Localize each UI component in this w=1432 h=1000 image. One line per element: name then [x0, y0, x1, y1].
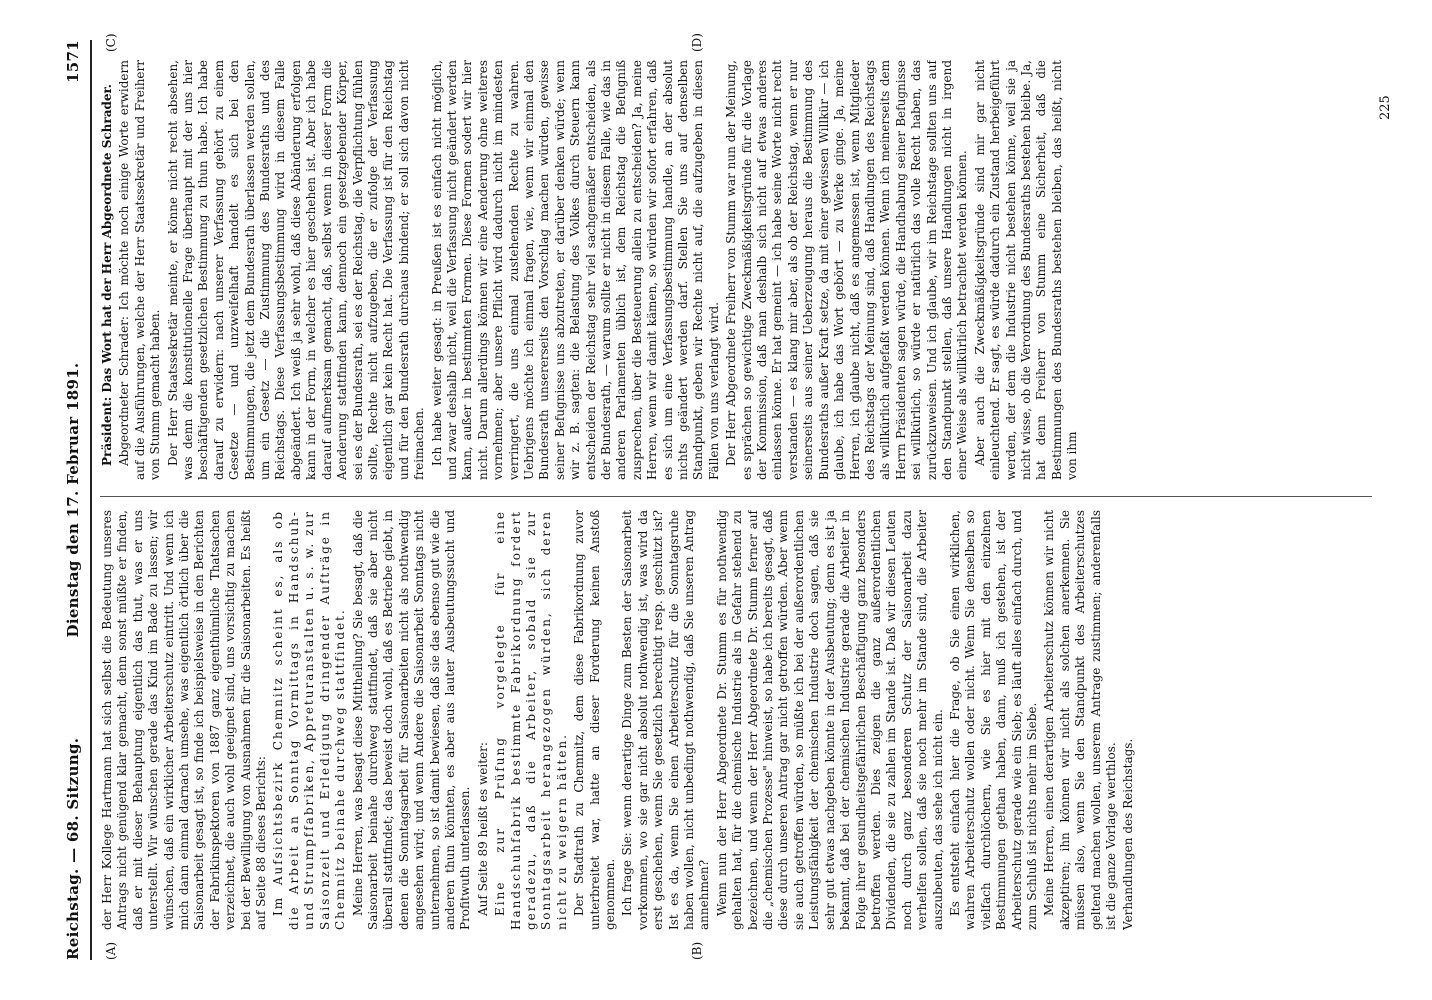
- quotation: Eine zur Prüfung vorgelegte für eine Handschuhfabrik bestimmte Fabrikordnung fordert geradezu, daß die Arbeiter, sobald sie zur Sonntagsarbeit herangezogen würden, sich deren nicht zu weigern hätten.: [493, 510, 569, 930]
- signature-number: 225: [1378, 95, 1393, 120]
- column-divider: [100, 496, 1372, 497]
- paragraph: Ich habe weiter gesagt: in Preußen ist es einfach nicht möglich, und zwar deshalb nicht, weil die Verfassung nicht geändert werden kann, außer in bestimmten Formen. Diese Formen sodert wir hier nicht. Darum allerdings können wir eine Aenderung ohne weiteres vornehmen; aber unsere Pflicht wird dadurch nicht im mindesten verringert, die uns einmal zustehenden Rechte zu wahren. Uebrigens möchte ich einmal fragen, wie, wenn wir einmal den Bundesrath unsererseits den Vorschlag machen würden, gewisse seiner Befugnisse uns abzutreten, er darüber denken würde; wenn wir z. B. sagten: die Belastung des Volkes durch Steuern kann entscheiden der Reichstag sehr viel sachgemäßer entscheiden, als der Bundesrath, — warum sollte er nicht in diesem Falle, wie das in anderen Parlamenten üblich ist, dem Reichstag die Befugniß zusprechen, über die Besteuerung allein zu entscheiden? Ja, meine Herren, wenn wir damit kämen, so würden wir sofort erfahren, daß es sich um eine Verfassungsbestimmung handle, an der absolut nichts geändert werden darf. Stellen Sie uns auf denselben Standpunkt, geben wir Rechte nicht auf, die aufzugeben in diesen Fällen von uns verlangt wird.: [429, 60, 721, 480]
- header-date: Dienstag den 17. Februar 1891.: [64, 362, 82, 638]
- paragraph: Meine Herren, was besagt diese Mittheilung? Sie besagt, daß die Saisonarbeit beinahe durchweg stattfindet, daß sie aber nicht überall stattfindet; das beweist doch wohl, daß es Betriebe giebt, in denen die Sonntagsarbeit für Saisonarbeiten nicht als nothwendig angesehen wird; und wenn Andere die Saisonarbeit Sonntags nicht unternehmen, so ist damit bewiesen, daß sie das ebenso gut wie die anderen thun könnten, es aber aus lauter Ausbeutungssucht und Profitwuth unterlassen.: [350, 510, 473, 930]
- digitization-credit: [1405, 30, 1429, 590]
- margin-marker-b: (B): [690, 941, 704, 960]
- header-page-number: 1571: [64, 40, 82, 83]
- quotation: Im Aufsichtsbezirk Chemnitz scheint es, als ob die Arbeit an Sonntag Vormittags in Handschuh- und Strumpffabriken, Appreturanstalten u. s. w. zur Saisonzeit und Erledigung dringender Aufträge in Chemnitz beinahe durchweg stattfindet.: [271, 510, 348, 930]
- paragraph: Der Herr Abgeordnete Freiherr von Stumm war nun der Meinung, es sprächen so gewichtige Zweckmäßigkeitsgründe für die Vorlage der Kommission, daß man deshalb sich nicht auf etwas anderes einlassen könne. Er hat gemeint — ich habe seine Worte nicht recht verstanden — es klang mir aber, als ob der Reichstag, wenn er nur seinerseits aus seiner Ueberzeugung heraus die Bestimmung des Bundesraths außer Kraft setze, da mit einer gewissen Willkür — ich glaube, ich habe das Wort gebört — zu Werke ginge. Ja, meine Herren, ich glaube nicht, daß es angemessen ist, wenn Mitglieder des Reichstags der Meinung sind, daß Handlungen des Reichstags als willkürlich aufgefaßt werden können. Wenn ich meinerseits dem Herrn Präsidenten sagen würde, die Handhabung seiner Befugnisse sei willkürlich, so würde er natürlich das volle Recht haben, das zurückzuweisen. Und ich glaube, wir im Reichstage sollten uns auf den Standpunkt stellen, daß unsere Handlungen nicht in irgend einer Weise als willkürlich betrachtet werden können.: [724, 60, 970, 480]
- paragraph: Der Herr Staatssekretär meinte, er könne nicht recht absehen, was denn die konstitutionelle Frage überhaupt mit der uns hier beschäftigenden gesetzlichen Bestimmung zu thun habe. Ich habe darauf zu erwidern: nach unserer Verfassung gehört zu einem Gesetze — und unzweifelhaft handelt es sich bei den Bestimmungen, die jetzt dem Bundesrath überlassen werden sollen, um ein Gesetz — die Zustimmung des Bundesraths und des Reichstags. Diese Verfassungsbestimmung wird in diesem Falle abgeändert. Ich weiß ja sehr wohl, daß diese Abänderung erfolgen kann in der Form, in welcher es hier geschehen ist. Aber ich habe darauf aufmerksam gemacht, daß, selbst wenn in dieser Form die Aenderung stattfinden kann, dennoch ein gesetzgebender Körper, sei es der Bundesrath, sei es der Reichstag, die Verpflichtung fühlen sollte, Rechte nicht aufzugeben, die er zufolge der Verfassung eigentlich gar kein Recht hat. Die Verfassung ist für den Reichstag und für den Bundesrath durchaus bindend; er soll sich davon nicht freimachen.: [165, 60, 427, 480]
- margin-marker-d: (D): [690, 33, 704, 52]
- paragraph: Wenn nun der Herr Abgeordnete Dr. Stumm es für nothwendig gehalten hat, für die chemische Industrie als in Gefahr stehend zu bezeichnen, und wenn der Herr Abgeordnete Dr. Stumm ferner auf die „chemischen Prozesse" hinweist, so habe ich bereits gesagt, daß diese durch unseren Antrag gar nicht getroffen würden. Aber wenn sie auch getroffen würden, so müßte ich bei der außerordentlichen Leistungsfähigkeit der chemischen Industrie doch sagen, daß sie sehr gut etwas nachgeben könnte in der Ausbeutung; denn es ist ja bekannt, daß bei der chemischen Industrie gerade die Arbeiter in Folge ihrer gesundheitsgefährlichen Beschäftigung ganz besonders betroffen werden. Dies zeigen die ganz außerordentlichen Dividenden, die sie zu zahlen im Stande ist. Daß wir diesen Leuten noch durch ganz besonderen Schutz der Saisonarbeit dazu verhelfen sollen, daß sie noch mehr im Stande sind, die Arbeiter auszubeuten, das sehe ich nicht ein.: [714, 510, 945, 930]
- paragraph: Aber auch die Zweckmäßigkeitsgründe sind mir gar nicht einleuchtend. Er sagt, es würde dadurch ein Zustand herbeigeführt werden, der dem die Industrie nicht bestehen könne, weil sie ja nicht wisse, ob die Verordnung des Bundesraths bestehen bleibe. Ja, hat denn Freiherr von Stumm eine Sicherheit, daß die Bestimmungen des Bundesraths bestehen bleiben, das heißt, nicht von ihm: [972, 60, 1080, 480]
- header-session: Reichstag. — 68. Sitzung.: [64, 737, 82, 960]
- speaker-paragraph: Präsident: Das Wort hat der Herr Abgeordnete Schrader.: [100, 84, 114, 466]
- paragraph: der Herr Kollege Hartmann hat sich selbst die Bedeutung unseres Antrags nicht genügend klar gemacht, denn sonst müßte er finden, daß er mit dieser Behauptung eigentlich das thut, was er uns unterstellt. Wir wünschen gerade das Kind im Bade zu lassen; wir wünschen, daß ein wirklicher Arbeiterschutz eintritt. Und wenn ich mich dann einmal darnach umsehe, was eigentlich örtlich über die Saisonarbeit gesagt ist, so finde ich beispielsweise in den Berichten der Fabrikinspektoren von 1887 ganz eigenthümliche Thatsachen verzeichnet, die auch wohl geeignet sind, uns vorsichtig zu machen bei der Bewilligung von Ausnahmen für die Saisonarbeiten. Es heißt auf Seite 88 dieses Berichts:: [100, 510, 269, 930]
- right-column: [100, 60, 1372, 480]
- margin-marker-a: (A): [104, 941, 118, 960]
- footer-note: Verhandlungen des Reichstags.: [1121, 738, 1136, 930]
- left-column: [100, 510, 1372, 930]
- paragraph: Es entsteht einfach hier die Frage, ob Sie einen wirklichen, wahren Arbeiterschutz wollen oder nicht. Wenn Sie denselben so vielfach durchlöchern, wie Sie es hier mit den einzelnen Bestimmungen gethan haben, dann, muß ich gestehen, ist der Arbeiterschutz gerade wie ein Sieb; es läuft alles einfach durch, und zum Schluß ist nichts mehr im Siebe.: [947, 510, 1039, 930]
- paragraph: Meine Herren, einen derartigen Arbeiterschutz können wir nicht akzeptiren; ihn können wir nicht als solchen anerkennen. Sie müssen also, wenn Sie den Standpunkt des Arbeiterschutzes geltend machen wollen, unserem Antrage zustimmen; anderenfalls ist die ganze Vorlage werthlos.: [1042, 510, 1118, 930]
- page-header: [60, 40, 86, 960]
- header-rule: [90, 40, 92, 960]
- paragraph: Auf Seite 89 heißt es weiter:: [475, 742, 490, 916]
- paragraph: Ich frage Sie: wenn derartige Dinge zum Besten der Saisonarbeit vorkommen, wo sie gar nicht absolut nothwendig ist, was wird da erst geschehen, wenn Sie gesetzlich berechtigt resp. geschützt ist? Ist es da, wenn Sie einen Arbeiterschutz für die Sonntagsruhe haben wollen, nicht unbedingt nothwendig, daß Sie unseren Antrag annehmen?: [620, 510, 712, 930]
- paragraph: Der Stadtrath zu Chemnitz, dem diese Fabrikordnung zuvor unterbreitet war, hatte an dieser Forderung keinen Anstoß genommen.: [572, 510, 617, 930]
- margin-marker-c: (C): [104, 33, 118, 52]
- paragraph: Abgeordneter Schrader: Ich möchte noch einige Worte erwidern auf die Ausführungen, welche der Herr Staatssekretär und Freiherr von Stumm gemacht haben.: [117, 60, 163, 480]
